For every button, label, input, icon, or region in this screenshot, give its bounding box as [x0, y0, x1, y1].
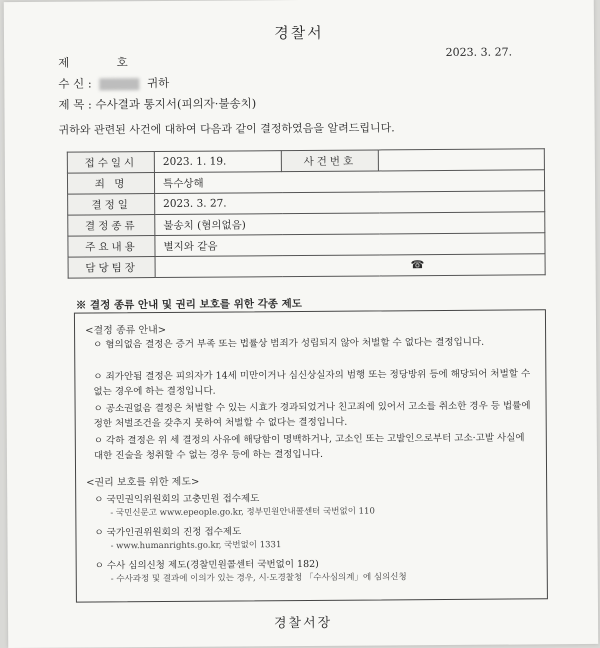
decision-type-label: 결정종류	[68, 215, 155, 237]
subject-text: 수사결과 통지서(피의자·불송치)	[95, 96, 257, 112]
notice-text: 귀하와 관련된 사건에 대하여 다음과 같이 결정하였음을 알려드립니다.	[58, 121, 395, 137]
subject-line	[58, 95, 256, 112]
rights-guide-heading: <권리 보호를 위한 제도>	[86, 476, 200, 489]
reference-suffix: 호	[116, 55, 128, 70]
table-row	[68, 254, 545, 278]
rights-item: ㅇ 수사 심의신청 제도(경찰민원콜센터 국번없이 182)	[94, 558, 319, 572]
guide-box	[74, 309, 548, 602]
officer-label: 담당팀장	[68, 257, 155, 279]
charge-label: 죄 명	[67, 173, 154, 195]
rights-item-detail: - 국민신문고 www.epeople.go.kr, 정부민원안내콜센터 국번없이 110	[110, 506, 375, 519]
officer-value	[155, 254, 545, 278]
rights-item: ㅇ 국민권익위원회의 고충민원 접수제도	[94, 493, 260, 506]
decision-guide-item: ㅇ 혐의없음 결정은 증거 부족 또는 법률상 범죄가 성립되지 않아 처벌할 수 없다는 결정입니다.	[93, 336, 485, 351]
document-date: 2023. 3. 27.	[445, 45, 513, 59]
recipient-line	[58, 75, 169, 92]
received-label: 접수일시	[67, 152, 154, 174]
content-label: 주요내용	[68, 236, 155, 258]
reference-label: 제	[58, 55, 70, 70]
reference-line	[58, 54, 128, 70]
subject-label: 제 목 :	[58, 97, 92, 112]
decision-date-value: 2023. 3. 27.	[155, 191, 545, 215]
content-value: 별지와 같음	[155, 233, 545, 257]
redacted-name	[99, 78, 139, 90]
rights-item-detail: - www.humanrights.go.kr, 국번없이 1331	[110, 540, 282, 552]
charge-value: 특수상해	[154, 170, 544, 194]
issuer-signature: 경찰서장	[273, 615, 333, 632]
case-no-value	[378, 149, 544, 171]
recipient-label: 수 신 :	[58, 76, 92, 91]
decision-type-value: 불송치 (혐의없음)	[155, 212, 545, 236]
document-title: 경찰서	[274, 23, 324, 43]
rights-item: ㅇ 국가인권위원회의 진정 접수제도	[94, 526, 242, 539]
decision-guide-heading: <결정 종류 안내>	[85, 324, 167, 337]
recipient-suffix: 귀하	[146, 75, 170, 91]
section-title: ※ 결정 종류 안내 및 권리 보호를 위한 각종 제도	[75, 297, 302, 312]
decision-guide-item: ㅇ 공소권없음 결정은 처벌할 수 있는 시효가 경과되었거나 친고죄에 있어서 고소를 취소한 경우 등 법률에 정한 처벌조건을 갖추지 못하여 처벌할 수 없다는 결정입니다.	[93, 400, 531, 430]
case-no-label: 사건번호	[281, 150, 378, 172]
document-page	[4, 0, 598, 648]
received-value: 2023. 1. 19.	[154, 151, 281, 173]
rights-item-detail: - 수사과정 및 결과에 이의가 있는 경우, 시·도경찰청 「수사심의계」에 심의신청	[110, 572, 407, 585]
decision-guide-item: ㅇ 각하 결정은 위 세 결정의 사유에 해당함이 명백하거나, 고소인 또는 고발인으로부터 고소·고발 사실에 대한 진술을 청취할 수 없는 경우 등에 하는 결정입니다.	[93, 432, 525, 462]
decision-date-label: 결정일	[68, 194, 155, 216]
case-info-table	[67, 148, 546, 278]
decision-guide-item: ㅇ 죄가안됨 결정은 피의자가 14세 미만이거나 심신상실자의 범행 또는 정당방위 등에 해당되어 처벌할 수 없는 경우에 하는 결정입니다.	[93, 368, 531, 398]
phone-icon: ☎	[410, 258, 425, 272]
